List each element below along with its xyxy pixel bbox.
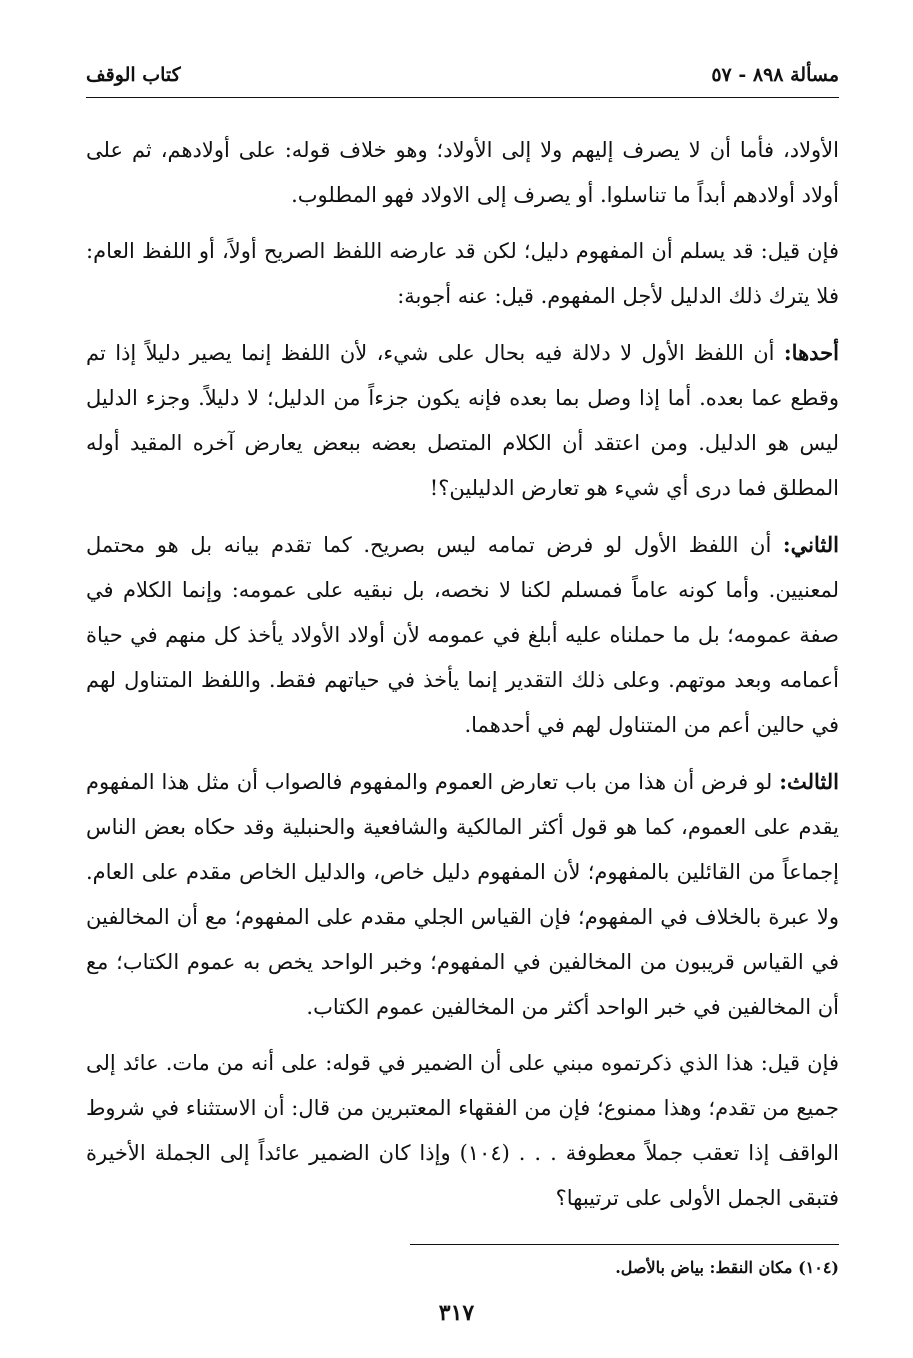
paragraph-4 bbox=[86, 522, 839, 748]
page-number: ٣١٧ bbox=[438, 1300, 475, 1326]
paragraph-1 bbox=[86, 128, 839, 218]
paragraph-4-lead: الثاني: bbox=[782, 532, 839, 557]
paragraph-6 bbox=[86, 1041, 839, 1221]
paragraph-5-lead: الثالث: bbox=[779, 769, 839, 794]
paragraph-4-text: أن اللفظ الأول لو فرض تمامه ليس بصريح. كما تقدم بيانه بل هو محتمل لمعنيين. وأما كونه عاماً فمسلم لكنا لا نخصه، بل نبقيه على عمومه: وإنما الكلام في صفة عمومه؛ بل ما حملناه عليه أبلغ في عمومه لأن أولاد الأولاد يأخذ كل منهم في حياة أعمامه وبعد موتهم. وعلى ذلك التقدير إنما يأخذ في حياتهم فقط. واللفظ المتناول لهم في حالين أعم من المتناول لهم في أحدهما. bbox=[86, 533, 839, 737]
paragraph-3 bbox=[86, 330, 839, 511]
paragraph-3-text: أن اللفظ الأول لا دلالة فيه بحال على شيء، لأن اللفظ إنما يصير دليلاً إذا تم وقطع عما بعده. أما إذا وصل بما بعده فإنه يكون جزءاً من الدليل؛ لا دليلاً. وجزء الدليل ليس هو الدليل. ومن اعتقد أن الكلام المتصل بعضه ببعض يعارض آخره المقيد أوله المطلق فما درى أي شيء هو تعارض الدليلين؟! bbox=[86, 341, 839, 500]
paragraph-3-lead: أحدها: bbox=[783, 340, 839, 365]
footnote: (١٠٤) مكان النقط: بياض بالأصل. bbox=[615, 1258, 839, 1277]
paragraph-6-text: فإن قيل: هذا الذي ذكرتموه مبني على أن الضمير في قوله: على أنه من مات. عائد إلى جميع من تقدم؛ وهذا ممنوع؛ فإن من الفقهاء المعتبرين من قال: أن الاستثناء في شروط الواقف إذا تعقب جملاً معطوفة . . . (١٠٤) وإذا كان الضمير عائداً إلى الجملة الأخيرة فتبقى الجمل الأولى على ترتيبها؟ bbox=[86, 1051, 839, 1210]
header-divider bbox=[86, 97, 839, 98]
paragraph-1-text: الأولاد، فأما أن لا يصرف إليهم ولا إلى الأولاد؛ وهو خلاف قوله: على أولادهم، ثم على أولاد أولادهم أبداً ما تناسلوا. أو يصرف إلى الاولاد فهو المطلوب. bbox=[86, 138, 839, 207]
paragraph-2-text: فإن قيل: قد يسلم أن المفهوم دليل؛ لكن قد عارضه اللفظ الصريح أولاً، أو اللفظ العام: فلا يترك ذلك الدليل لأجل المفهوم. قيل: عنه أجوبة: bbox=[86, 239, 839, 308]
running-header bbox=[86, 64, 839, 92]
footnote-divider bbox=[410, 1244, 839, 1245]
issue-number: مسألة ٨٩٨ - ٥٧ bbox=[711, 64, 839, 86]
paragraph-5 bbox=[86, 759, 839, 1030]
book-title: كتاب الوقف bbox=[86, 64, 181, 86]
paragraph-2 bbox=[86, 229, 839, 319]
paragraph-5-text: لو فرض أن هذا من باب تعارض العموم والمفهوم فالصواب أن مثل هذا المفهوم يقدم على العموم، كما هو قول أكثر المالكية والشافعية والحنبلية وقد حكاه بعض الناس إجماعاً من القائلين بالمفهوم؛ لأن المفهوم دليل خاص، والدليل الخاص مقدم على العام. ولا عبرة بالخلاف في المفهوم؛ فإن القياس الجلي مقدم على المفهوم؛ مع أن المخالفين في القياس قريبون من المخالفين في المفهوم؛ وخبر الواحد يخص به عموم الكتاب؛ مع أن المخالفين في خبر الواحد أكثر من المخالفين عموم الكتاب. bbox=[86, 770, 839, 1019]
main-text bbox=[86, 128, 839, 1232]
